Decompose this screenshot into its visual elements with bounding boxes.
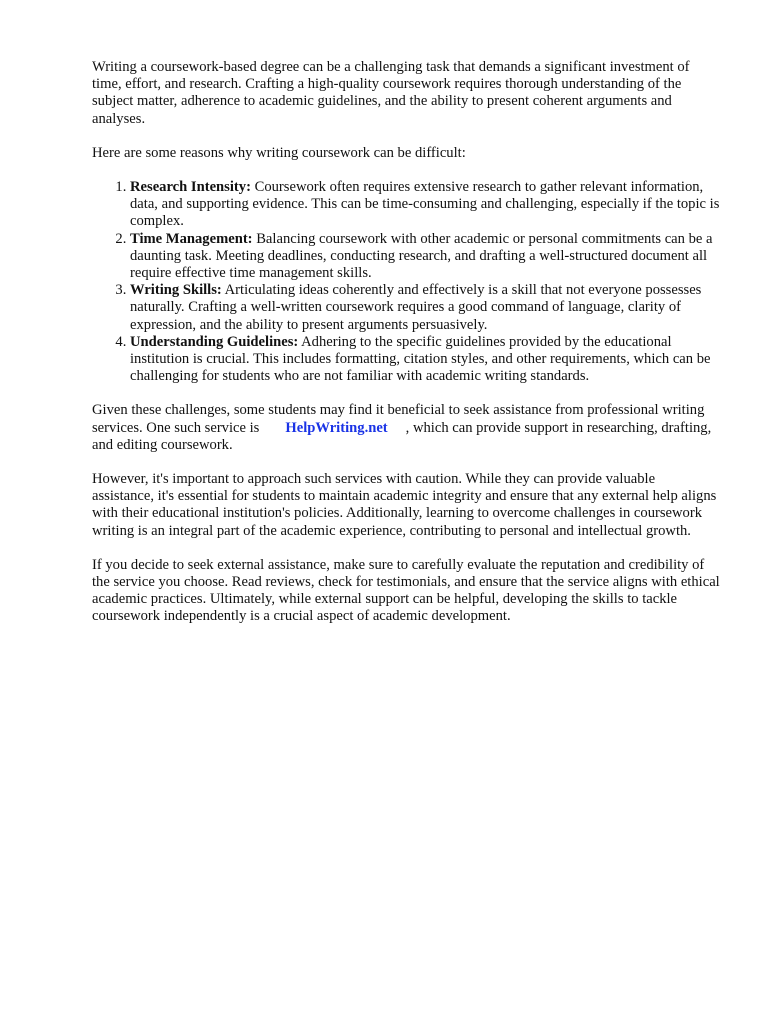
reason-text: Balancing coursework with other academic or personal commitments can be a daunting task. Meeting deadlines, conducting research, and drafting a well-structured document all require effective time management skills.	[130, 230, 713, 282]
document-page	[92, 59, 720, 643]
service-paragraph	[92, 402, 720, 454]
closing-paragraph: If you decide to seek external assistance, make sure to carefully evaluate the reputation and credibility of the service you choose. Read reviews, check for testimonials, and ensure that the service aligns with ethical academic practices. Ultimately, while external support can be helpful, developing the skills to tackle coursework independently is a crucial aspect of academic development.	[92, 556, 720, 625]
caution-paragraph: However, it's important to approach such services with caution. While they can provide valuable assistance, it's essential for students to maintain academic integrity and ensure that any external help aligns with their educational institution's policies. Additionally, learning to overcome challenges in coursework writing is an integral part of the academic experience, contributing to personal and intellectual growth.	[92, 471, 717, 539]
reason-text: Adhering to the specific guidelines provided by the educational institution is crucial. This includes formatting, citation styles, and other requirements, which can be challenging for students who are not familiar with academic writing standards.	[130, 333, 711, 385]
reasons-lead: Here are some reasons why writing coursework can be difficult:	[92, 144, 466, 161]
reason-term: Research Intensity:	[130, 179, 251, 196]
list-item	[130, 179, 720, 231]
list-item	[130, 282, 720, 334]
reason-term: Understanding Guidelines:	[130, 333, 299, 350]
service-text-before: Given these challenges, some students may find it beneficial to seek assistance from professional writing services. One such service is	[92, 402, 705, 436]
reason-term: Time Management:	[130, 230, 253, 247]
service-text-after: , which can provide support in researching, drafting, and editing coursework.	[92, 419, 712, 453]
list-item	[130, 231, 720, 283]
reasons-list	[92, 179, 720, 385]
intro-paragraph: Writing a coursework-based degree can be a challenging task that demands a significant investment of time, effort, and research. Crafting a high-quality coursework requires thorough understanding of the subject matter, adherence to academic guidelines, and the ability to present coherent arguments and analyses.	[92, 59, 690, 127]
reason-text: Coursework often requires extensive research to gather relevant information, data, and supporting evidence. This can be time-consuming and challenging, especially if the topic is complex.	[130, 179, 720, 230]
reason-term: Writing Skills:	[130, 282, 222, 299]
reason-text: Articulating ideas coherently and effectively is a skill that not everyone possesses naturally. Crafting a well-written coursework requires a good command of language, clarity of expression, and the ability to present arguments persuasively.	[130, 282, 702, 333]
helpwriting-link[interactable]: HelpWriting.net	[285, 419, 388, 436]
list-item	[130, 334, 720, 386]
